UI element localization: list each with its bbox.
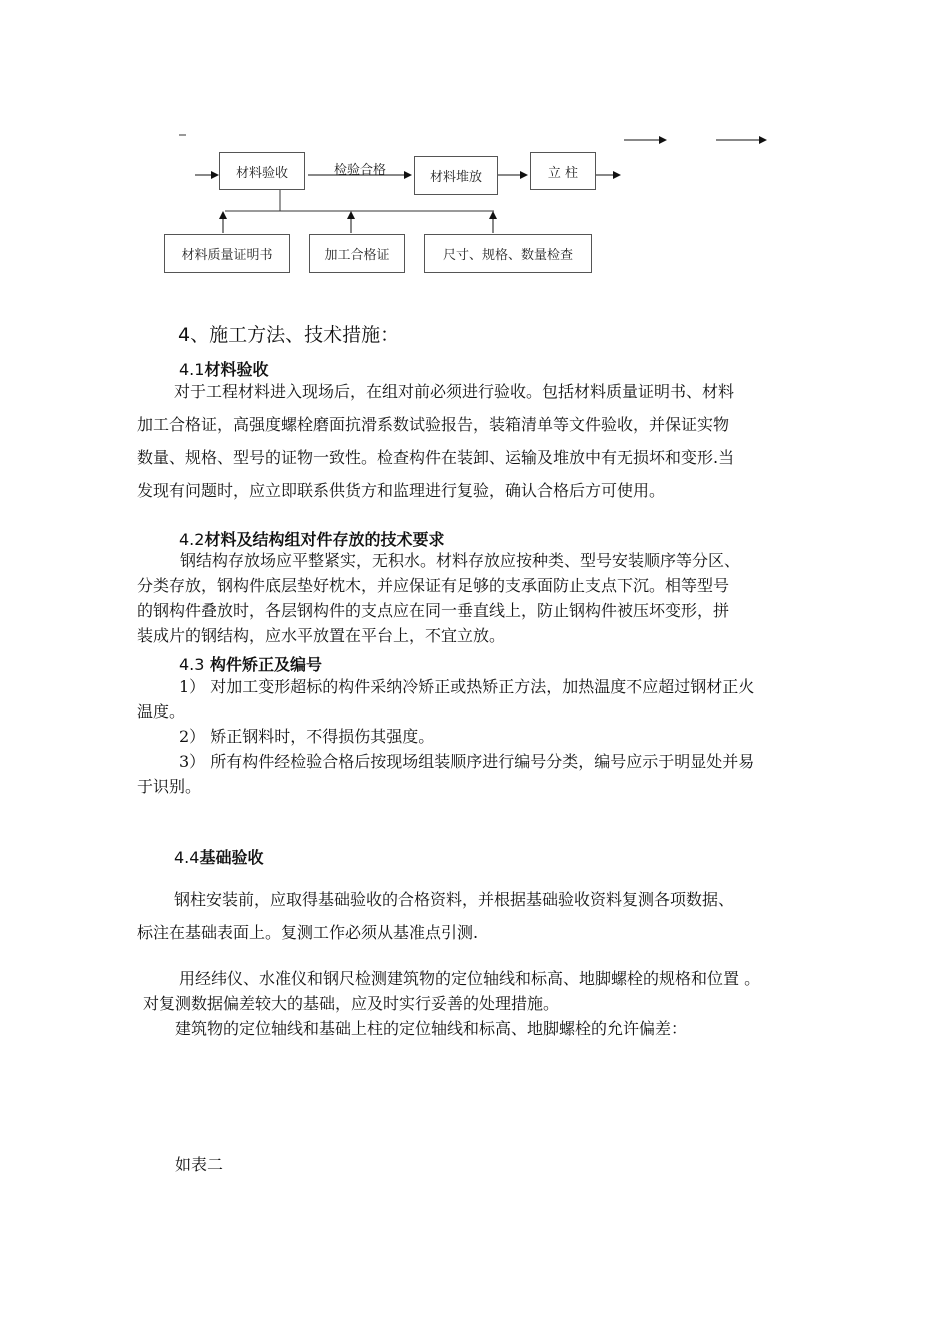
- section-4-2-title: 材料及结构组对件存放的技术要求: [204, 530, 445, 549]
- section-4-3-line: 于识别。: [137, 777, 202, 796]
- section-4-title: 4、施工方法、技术措施：: [178, 324, 400, 346]
- section-4-1-number: 4.1: [179, 360, 205, 379]
- flow-box-dimension-check: 尺寸、规格、数量检查: [424, 234, 592, 273]
- section-4-4-line: 对复测数据偏差较大的基础，应及时实行妥善的处理措施。: [143, 994, 560, 1013]
- section-4-2-number: 4.2: [179, 530, 205, 549]
- flow-box-material-stacking: 材料堆放: [414, 156, 498, 195]
- flow-box-material-inspection: 材料验收: [219, 152, 305, 190]
- section-4-3-heading: [179, 652, 322, 675]
- section-4-2-line: 的钢构件叠放时，各层钢构件的支点应在同一垂直线上，防止钢构件被压坏变形，拼: [137, 601, 730, 620]
- section-4-1-line: 加工合格证，高强度螺栓磨面抗滑系数试验报告，装箱清单等文件验收，并保证实物: [137, 415, 730, 434]
- section-4-4-paragraph-1: [137, 883, 734, 949]
- section-4-4-paragraph-2: [141, 966, 760, 1041]
- section-4-3-number: 4.3: [179, 655, 205, 674]
- section-4-4-heading: [174, 845, 263, 868]
- section-4-1-body: [137, 375, 734, 507]
- section-4-3-title: 构件矫正及编号: [210, 655, 323, 674]
- section-4-2-line: 装成片的钢结构，应水平放置在平台上，不宜立放。: [137, 626, 506, 645]
- section-4-1-line: 对于工程材料进入现场后，在组对前必须进行验收。包括材料质量证明书、材料: [174, 382, 735, 401]
- section-4-3-body: [137, 674, 754, 799]
- section-4-4-line: 用经纬仪、水准仪和钢尺检测建筑物的定位轴线和标高、地脚螺栓的规格和位置 。: [179, 969, 761, 988]
- section-4-3-line: 温度。: [137, 702, 186, 721]
- section-4-2-body: [137, 548, 740, 648]
- table-reference: 如表二: [175, 1155, 224, 1174]
- section-4-1-line: 数量、规格、型号的证物一致性。检查构件在装卸、运输及堆放中有无损坏和变形.当: [137, 448, 735, 467]
- section-4-3-line: 2） 矫正钢料时，不得损伤其强度。: [179, 727, 435, 746]
- section-4-4-line: 建筑物的定位轴线和基础上柱的定位轴线和标高、地脚螺栓的允许偏差：: [175, 1019, 688, 1038]
- section-4-2-heading: [179, 527, 444, 550]
- section-4-3-line: 3） 所有构件经检验合格后按现场组装顺序进行编号分类，编号应示于明显处并易: [179, 752, 755, 771]
- section-4-3-line: 1） 对加工变形超标的构件采纳冷矫正或热矫正方法，加热温度不应超过钢材正火: [179, 677, 755, 696]
- section-4-1-title: 材料验收: [204, 360, 269, 379]
- section-4-4-line: 标注在基础表面上。复测工作必须从基准点引测.: [137, 923, 479, 942]
- flow-box-column-erection: 立 柱: [530, 152, 596, 190]
- section-4-2-line: 分类存放，钢构件底层垫好枕木，并应保证有足够的支承面防止支点下沉。相等型号: [137, 576, 730, 595]
- section-4-4-title: 基础验收: [199, 848, 264, 867]
- flow-box-processing-certificate: 加工合格证: [309, 234, 405, 273]
- section-4-4-number: 4.4: [174, 848, 200, 867]
- flow-edge-label-inspection-pass: 检验合格: [334, 163, 387, 178]
- flow-box-material-certificate: 材料质量证明书: [164, 234, 290, 273]
- section-4-2-line: 钢结构存放场应平整紧实，无积水。材料存放应按种类、型号安装顺序等分区、: [180, 551, 741, 570]
- section-4-4-line: 钢柱安装前，应取得基础验收的合格资料，并根据基础验收资料复测各项数据、: [174, 890, 735, 909]
- section-4-1-line: 发现有问题时，应立即联系供货方和监理进行复验，确认合格后方可使用。: [137, 481, 666, 500]
